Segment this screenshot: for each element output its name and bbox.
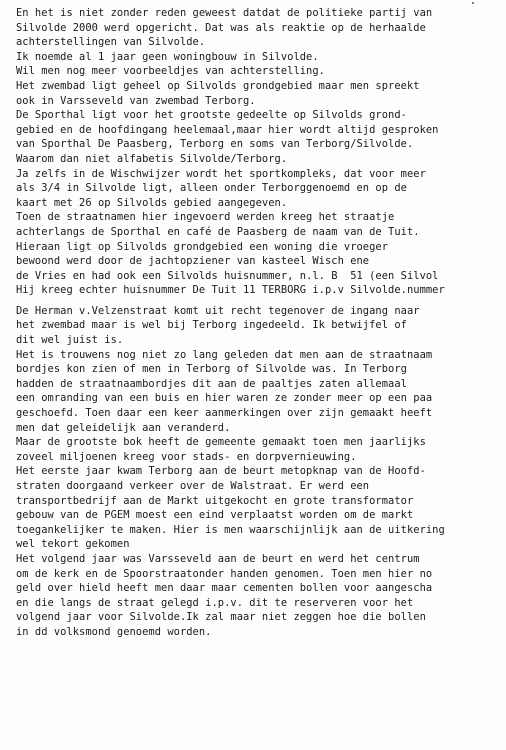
paragraph-block-2 [16, 304, 504, 640]
text-line: De Sporthal ligt voor het grootste gedeelte op Silvolds grond- [16, 109, 407, 122]
text-line: Ja zelfs in de Wischwijzer wordt het sportkompleks, dat voor meer [16, 167, 426, 180]
text-line: geschoefd. Toen daar een keer aanmerkingen over zijn gemaakt heeft [16, 407, 433, 420]
text-line: volgend jaar voor Silvolde.Ik zal maar niet zeggen hoe die bollen [16, 611, 426, 624]
typed-text-body [16, 6, 504, 640]
text-line: in dd volksmond genoemd worden. [16, 625, 212, 638]
text-line: om de kerk en de Spoorstraatonder handen genomen. Toen men hier no [16, 567, 433, 580]
text-line: Hij kreeg echter huisnummer De Tuit 11 TERBORG i.p.v Silvolde.nummer [16, 284, 445, 297]
text-line: gebied en de hoofdingang heelemaal,maar hier wordt altijd gesproken [16, 123, 439, 136]
text-line: Het is trouwens nog niet zo lang geleden dat men aan de straatnaam [16, 348, 433, 361]
text-line: kaart met 26 op Silvolds gebied aangegeven. [16, 196, 288, 209]
text-line: transportbedrijf aan de Markt uitgekocht en grote transformator [16, 494, 414, 507]
text-line: ook in Varsseveld van zwembad Terborg. [16, 94, 256, 107]
scan-speck [472, 2, 474, 4]
text-line: als 3/4 in Silvolde ligt, alleen onder Terborggenoemd en op de [16, 182, 407, 195]
text-line: men dat geleidelijk aan veranderd. [16, 421, 231, 434]
text-line: En het is niet zonder reden geweest datdat de politieke partij van [16, 7, 433, 19]
paragraph-block-1 [16, 6, 504, 298]
text-line: achterstellingen van Silvolde. [16, 36, 206, 49]
text-line: een omranding van een buis en hier waren ze zonder meer op een paa [16, 392, 433, 405]
text-line: het zwembad maar is wel bij Terborg ingedeeld. Ik betwijfel of [16, 319, 407, 332]
text-line: Ik noemde al 1 jaar geen woningbouw in Silvolde. [16, 50, 319, 63]
text-line: Het zwembad ligt geheel op Silvolds grondgebied maar men spreekt [16, 79, 420, 92]
text-line: bordjes kon zien of men in Terborg of Silvolde was. In Terborg [16, 363, 407, 376]
text-line: geld over hield heeft men daar maar cementen bollen voor aangescha [16, 582, 433, 595]
text-line: straten doorgaand verkeer over de Walstraat. Er werd een [16, 480, 370, 492]
text-line: de Vries en had ook een Silvolds huisnummer, n.l. B 51 (een Silvol [16, 269, 439, 282]
text-line: achterlangs de Sporthal en café de Paasberg de naam van de Tuit. [16, 225, 420, 238]
text-line: wel tekort gekomen [16, 538, 130, 551]
text-line: Silvolde 2000 werd opgericht. Dat was als reaktie op de herhaalde [16, 21, 426, 34]
text-line: gebouw van de PGEM moest een eind verplaatst worden om de markt [16, 509, 414, 522]
text-line: Toen de straatnamen hier ingevoerd werden kreeg het straatje [16, 211, 395, 224]
text-line: hadden de straatnaambordjes dit aan de paaltjes zaten allemaal [16, 377, 407, 390]
text-line: Het eerste jaar kwam Terborg aan de beurt metopknap van de Hoofd- [16, 465, 426, 478]
text-line: Maar de grootste bok heeft de gemeente gemaakt toen men jaarlijks [16, 436, 426, 449]
text-line: De Herman v.Velzenstraat komt uit recht tegenover de ingang naar [16, 304, 420, 317]
text-line: Wil men nog meer voorbeeldjes van achterstelling. [16, 65, 325, 78]
text-line: dit wel juist is. [16, 334, 124, 347]
text-line: Waarom dan niet alfabetis Silvolde/Terborg. [16, 152, 288, 165]
text-line: en die langs de straat gelegd i.p.v. dit te reserveren voor het [16, 596, 414, 609]
text-line: Hieraan ligt op Silvolds grondgebied een woning die vroeger [16, 240, 389, 253]
text-line: Het volgend jaar was Varsseveld aan de beurt en werd het centrum [16, 552, 420, 565]
text-line: bewoond werd door de jachtopziener van kasteel Wisch ene [16, 255, 370, 268]
text-line: zoveel miljoenen kreeg voor stads- en dorpvernieuwing. [16, 450, 357, 463]
text-line: van Sporthal De Paasberg, Terborg en soms van Terborg/Silvolde. [16, 138, 414, 151]
text-line: toegankelijker te maken. Hier is men waarschijnlijk aan de uitkering [16, 523, 445, 536]
